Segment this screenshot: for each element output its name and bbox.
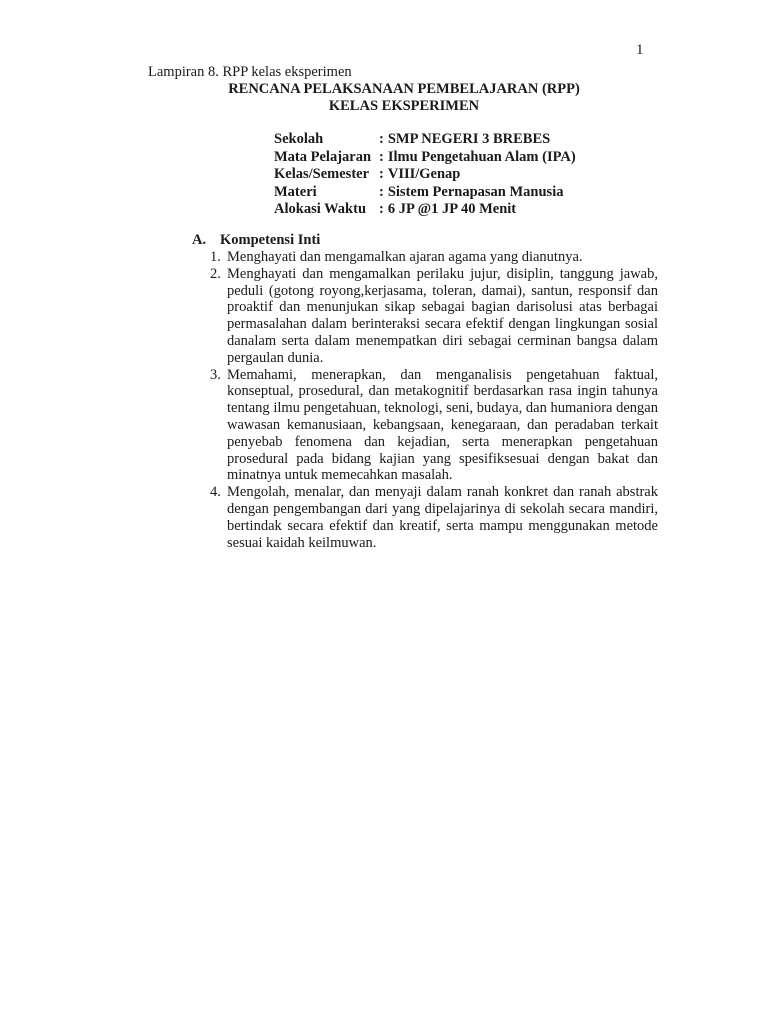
identity-key: Kelas/Semester xyxy=(274,166,370,182)
identity-row-class-semester xyxy=(274,166,576,184)
competency-item xyxy=(192,367,658,485)
identity-key: Mata Pelajaran xyxy=(274,148,372,165)
competency-list xyxy=(192,249,658,551)
competency-number: 1. xyxy=(210,249,221,265)
identity-value: SMP NEGERI 3 BREBES xyxy=(387,131,551,147)
identity-key: Materi xyxy=(274,183,317,200)
identity-separator: : xyxy=(379,183,384,200)
identity-key: Sekolah xyxy=(274,131,324,147)
section-letter: A. xyxy=(192,232,207,248)
identity-separator: : xyxy=(379,166,384,182)
competency-item xyxy=(192,249,658,266)
identity-row-subject xyxy=(274,149,576,167)
document-title-line-2: KELAS EKSPERIMEN xyxy=(328,98,480,114)
appendix-label: Lampiran 8. RPP kelas eksperimen xyxy=(148,64,352,80)
identity-separator: : xyxy=(379,148,384,165)
competency-text: Mengolah, menalar, dan menyaji dalam ranah konkret dan ranah abstrak dengan pengembangan dari yang dipelajarinya di sekolah secara mandiri, bertindak secara efektif dan kreatif, serta mampu menggunakan metode sesuai kaidah keilmuwan. xyxy=(227,484,658,551)
identity-separator: : xyxy=(379,201,384,217)
identity-row-school xyxy=(274,131,576,149)
competency-text: Menghayati dan mengamalkan ajaran agama yang dianutnya. xyxy=(227,249,583,265)
identity-value: Ilmu Pengetahuan Alam (IPA) xyxy=(387,148,576,165)
section-heading xyxy=(192,232,658,249)
identity-separator: : xyxy=(379,131,384,147)
section-core-competencies xyxy=(192,232,658,551)
competency-number: 3. xyxy=(210,366,221,383)
competency-text: Memahami, menerapkan, dan menganalisis pengetahuan faktual, konseptual, prosedural, dan metakognitif berdasarkan rasa ingin tahunya tentang ilmu pengetahuan, teknologi, seni, budaya, dan humaniora dengan wawasan kemanusiaan, kebangsaan, kenegaraan, dan peradaban terkait penyebab fenomena dan kejadian, serta menerapkan pengetahuan prosedural pada bidang kajian yang spesifiksesuai dengan bakat dan minatnya untuk memecahkan masalah. xyxy=(227,366,658,484)
page-number: 1 xyxy=(636,42,644,58)
identity-value: 6 JP @1 JP 40 Menit xyxy=(387,201,517,217)
competency-item xyxy=(192,266,658,367)
identity-row-time-allocation xyxy=(274,201,576,219)
identity-value: VIII/Genap xyxy=(387,166,461,182)
competency-item xyxy=(192,484,658,551)
competency-number: 2. xyxy=(210,265,221,282)
section-title: Kompetensi Inti xyxy=(220,232,321,248)
competency-number: 4. xyxy=(210,484,221,501)
document-title xyxy=(0,81,768,115)
identity-row-material xyxy=(274,184,576,202)
identity-key: Alokasi Waktu xyxy=(274,201,367,217)
identity-value: Sistem Pernapasan Manusia xyxy=(387,183,564,200)
identity-table xyxy=(274,131,576,219)
document-title-line-1: RENCANA PELAKSANAAN PEMBELAJARAN (RPP) xyxy=(228,81,580,97)
competency-text: Menghayati dan mengamalkan perilaku jujur, disiplin, tanggung jawab, peduli (gotong royong,kerjasama, toleran, damai), santun, responsif dan proaktif dan menunjukan sikap sebagai bagian darisolusi atas berbagai permasalahan dalam berinteraksi secara efektif dengan lingkungan sosial danalam serta dalam menempatkan diri sebagai cerminan bangsa dalam pergaulan dunia. xyxy=(227,265,658,366)
